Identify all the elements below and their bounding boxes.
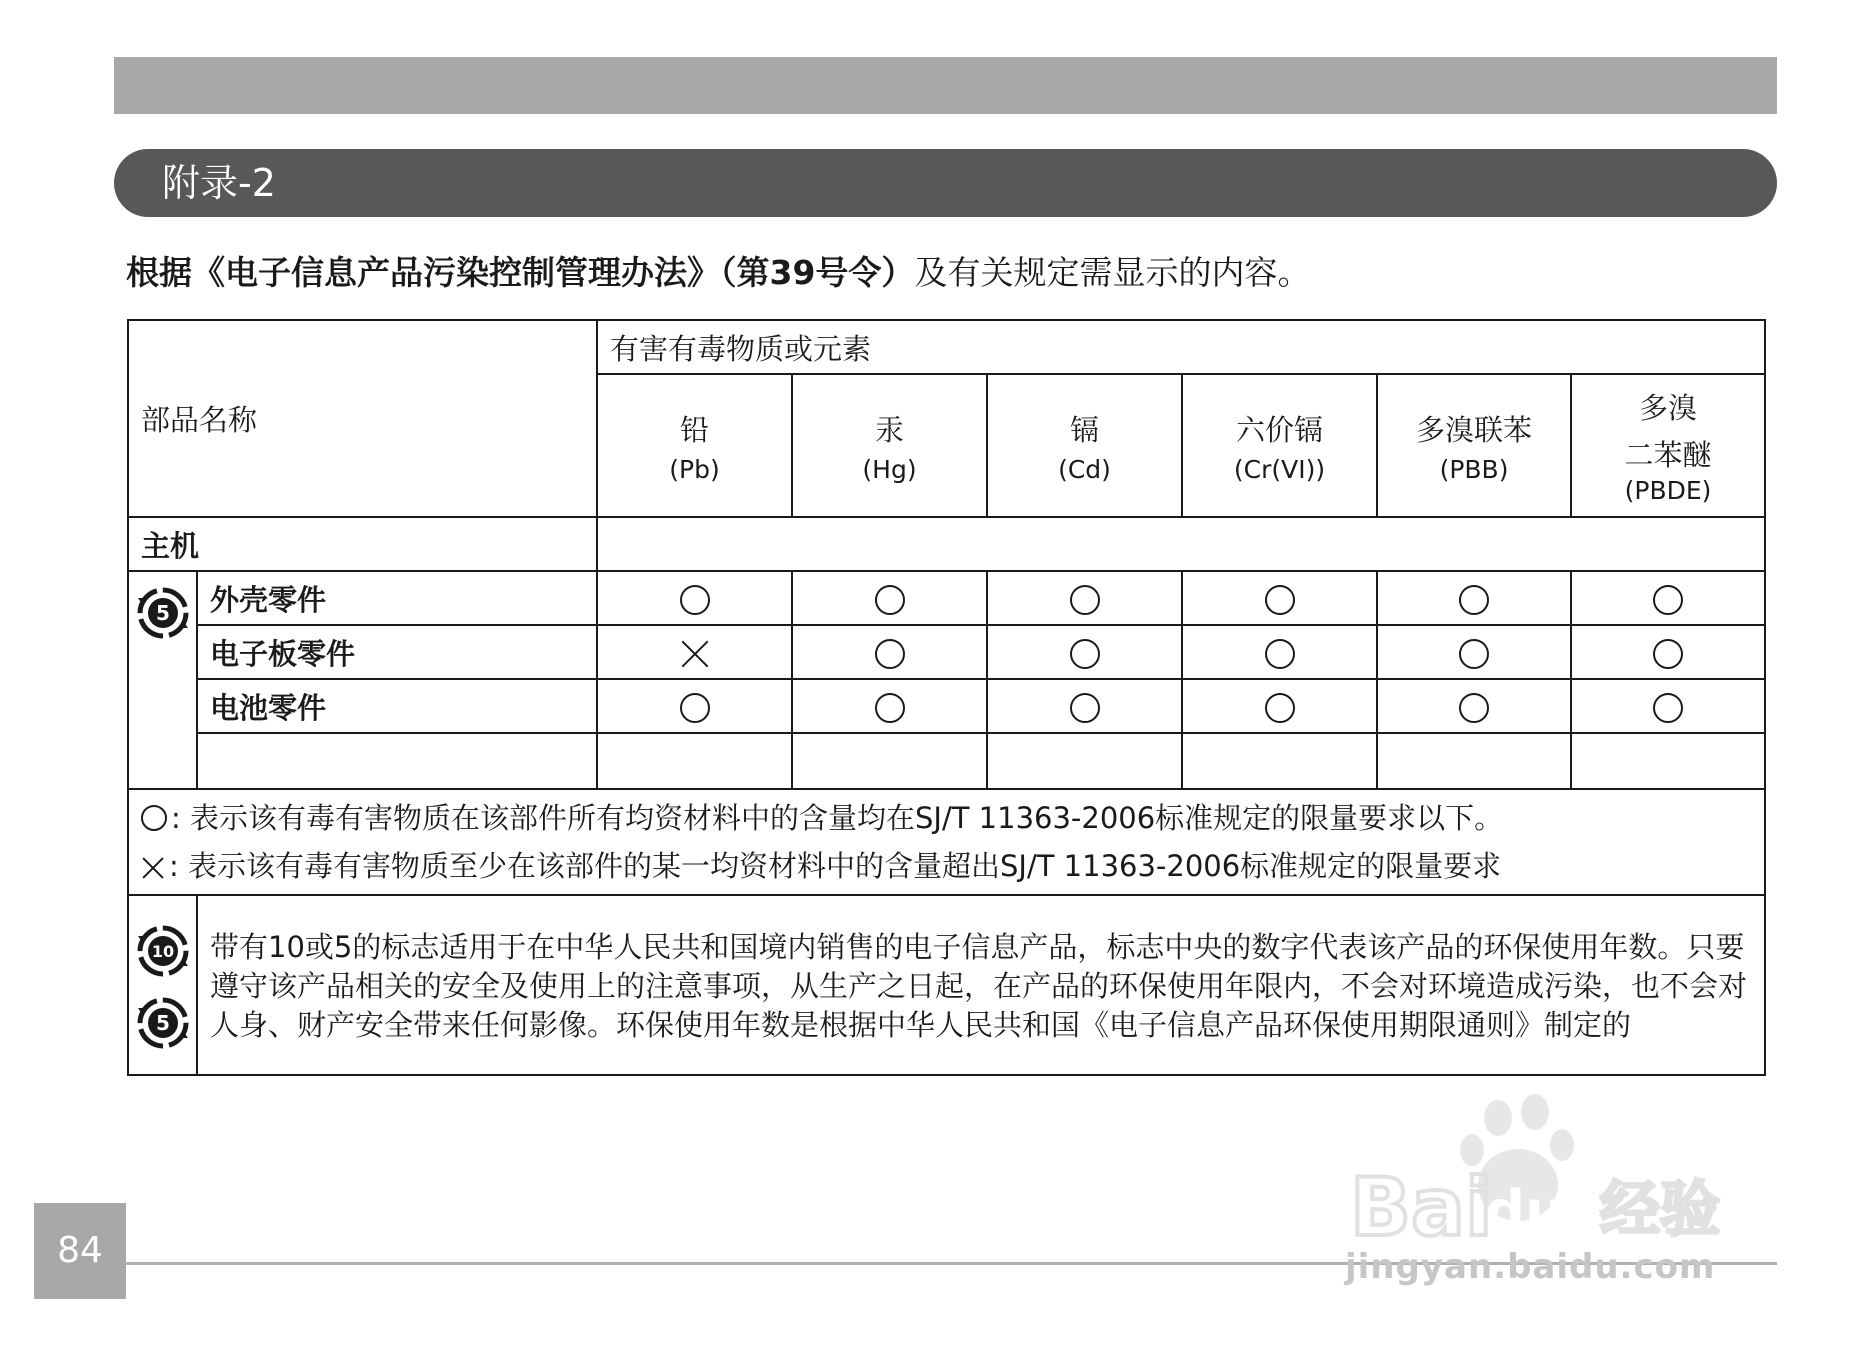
empty-cell xyxy=(792,733,987,789)
substance-chromium-vi: 六价镉 (Cr(VI)) xyxy=(1182,374,1377,517)
circle-icon xyxy=(1265,693,1295,723)
circle-icon xyxy=(1265,585,1295,615)
circle-icon xyxy=(1653,585,1683,615)
svg-text:10: 10 xyxy=(151,942,174,961)
circle-icon xyxy=(680,585,710,615)
eco-logos-cell xyxy=(128,895,197,1075)
substance-pbde: 多溴 二苯醚 (PBDE) xyxy=(1571,374,1765,517)
empty-cell xyxy=(987,733,1182,789)
part-name-header: 部品名称 xyxy=(128,320,597,517)
eco-logo-5-icon xyxy=(136,996,190,1050)
circle-icon xyxy=(875,693,905,723)
mark-cell xyxy=(987,625,1182,679)
mark-cell xyxy=(792,571,987,625)
intro-rest: 及有关规定需显示的内容。 xyxy=(914,253,1311,292)
mark-cell xyxy=(597,625,792,679)
circle-icon xyxy=(1070,639,1100,669)
mark-cell xyxy=(1377,625,1571,679)
empty-cell xyxy=(1571,733,1765,789)
svg-text:经验: 经验 xyxy=(1600,1175,1720,1245)
circle-icon xyxy=(875,585,905,615)
circle-icon xyxy=(1459,693,1489,723)
circle-icon xyxy=(141,805,167,831)
svg-text:Bai: Bai xyxy=(1350,1161,1493,1250)
mark-cell xyxy=(1571,571,1765,625)
hazardous-substance-table xyxy=(127,319,1766,1076)
row-name-circuit-board: 电子板零件 xyxy=(197,625,597,679)
eco-logo-10-icon xyxy=(136,924,190,978)
substance-lead: 铅 (Pb) xyxy=(597,374,792,517)
cross-icon xyxy=(680,639,710,669)
legend-x: : 表示该有毒有害物质至少在该部件的某一均资材料中的含量超出SJ/T 11363-2006标准规定的限量要求 xyxy=(141,842,1764,890)
circle-icon xyxy=(1459,585,1489,615)
circle-icon xyxy=(1653,693,1683,723)
mark-cell xyxy=(1571,679,1765,733)
group-empty-cell xyxy=(597,517,1765,571)
circle-icon xyxy=(1070,693,1100,723)
circle-icon xyxy=(680,693,710,723)
mark-cell xyxy=(1182,571,1377,625)
mark-cell xyxy=(597,571,792,625)
legend-cell xyxy=(128,789,1765,895)
eco-logo-5-icon xyxy=(136,586,190,640)
empty-cell xyxy=(597,733,792,789)
mark-cell xyxy=(1571,625,1765,679)
empty-cell xyxy=(197,733,597,789)
mark-cell xyxy=(1377,679,1571,733)
watermark-url: jingyan.baidu.com xyxy=(1345,1247,1716,1287)
svg-text:5: 5 xyxy=(155,1011,170,1035)
mark-cell xyxy=(792,679,987,733)
circle-icon xyxy=(875,639,905,669)
legend-o: : 表示该有毒有害物质在该部件所有均资材料中的含量均在SJ/T 11363-2006标准规定的限量要求以下。 xyxy=(141,794,1764,842)
eco-logo-5-cell xyxy=(128,571,197,789)
hazard-header: 有害有毒物质或元素 xyxy=(597,320,1765,374)
mark-cell xyxy=(987,571,1182,625)
page-title: 附录-2 xyxy=(114,149,1777,217)
mark-cell xyxy=(597,679,792,733)
substance-mercury: 汞 (Hg) xyxy=(792,374,987,517)
empty-cell xyxy=(1377,733,1571,789)
cross-icon xyxy=(141,856,165,880)
substance-cadmium: 镉 (Cd) xyxy=(987,374,1182,517)
svg-text:du: du xyxy=(1485,1179,1565,1244)
mark-cell xyxy=(987,679,1182,733)
circle-icon xyxy=(1653,639,1683,669)
mark-cell xyxy=(1182,625,1377,679)
intro-regulation: 根据《电子信息产品污染控制管理办法》（第39号令） xyxy=(126,253,915,292)
intro-text xyxy=(126,250,1310,296)
mark-cell xyxy=(1377,571,1571,625)
empty-cell xyxy=(1182,733,1377,789)
eco-note: 带有10或5的标志适用于在中华人民共和国境内销售的电子信息产品，标志中央的数字代表该产品的环保使用年数。只要遵守该产品相关的安全及使用上的注意事项，从生产之日起，在产品的环保使用年限内，不会对环境造成污染，也不会对人身、财产安全带来任何影像。环保使用年数是根据中华人民共和国《电子信息产品环保使用期限通则》制定的 xyxy=(197,895,1765,1075)
row-name-battery: 电池零件 xyxy=(197,679,597,733)
circle-icon xyxy=(1459,639,1489,669)
circle-icon xyxy=(1265,639,1295,669)
svg-text:5: 5 xyxy=(155,601,170,625)
page-number: 84 xyxy=(34,1203,126,1299)
circle-icon xyxy=(1070,585,1100,615)
row-name-casing: 外壳零件 xyxy=(197,571,597,625)
baidu-watermark-logo xyxy=(1330,1090,1770,1250)
header-bar xyxy=(114,57,1777,114)
substance-pbb: 多溴联苯 (PBB) xyxy=(1377,374,1571,517)
group-label-host: 主机 xyxy=(128,517,597,571)
mark-cell xyxy=(792,625,987,679)
mark-cell xyxy=(1182,679,1377,733)
